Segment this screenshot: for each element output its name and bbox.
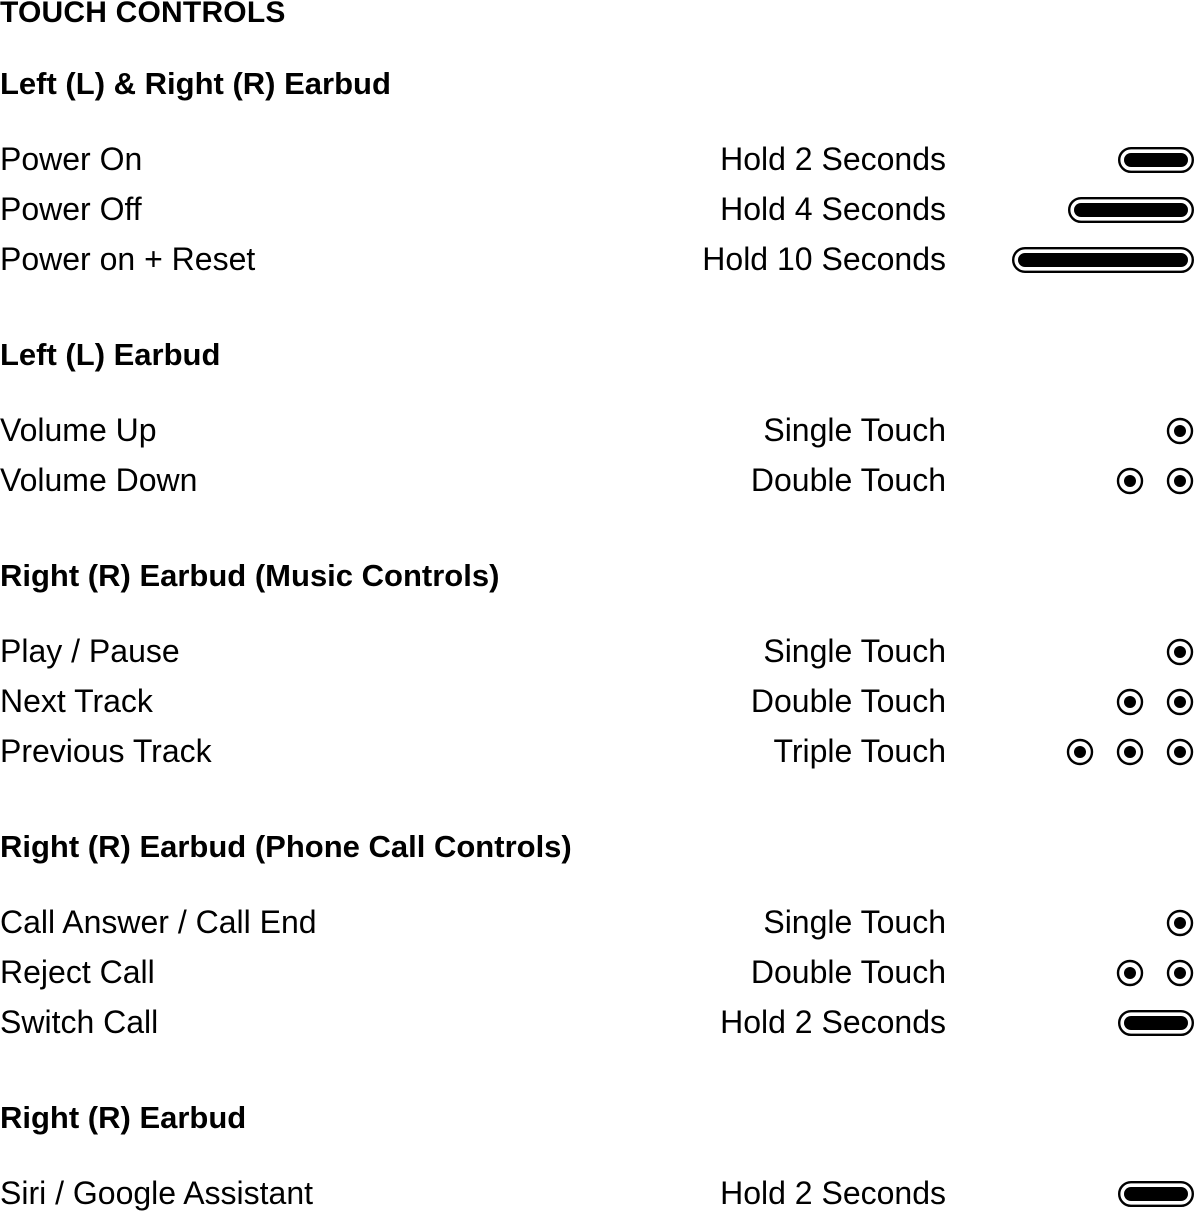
action-label: Power on + Reset: [0, 241, 256, 277]
gesture-label: Double Touch: [750, 683, 946, 719]
touch-dot-icon: [1166, 638, 1194, 666]
touch-dot-icon: [1116, 688, 1144, 716]
gesture-label: Hold 10 Seconds: [702, 241, 946, 277]
touch-dot-icon: [1166, 909, 1194, 937]
hold-bar-icon: [1118, 147, 1194, 173]
gesture-label: Triple Touch: [773, 733, 946, 769]
hold-indicator: [1068, 197, 1194, 223]
control-row-power-reset: [0, 240, 1194, 290]
control-row-voice-assistant: [0, 1174, 1194, 1224]
control-row-switch-call: [0, 1003, 1194, 1053]
action-label: Switch Call: [0, 1004, 159, 1040]
hold-bar-icon: [1068, 197, 1194, 223]
touch-dot-icon: [1066, 738, 1094, 766]
action-label: Volume Down: [0, 462, 198, 498]
control-row-volume-up: [0, 411, 1194, 461]
touch-dot-icon: [1166, 467, 1194, 495]
action-label: Previous Track: [0, 733, 212, 769]
tap-indicator: [1116, 960, 1194, 986]
gesture-label: Double Touch: [750, 462, 946, 498]
touch-dot-icon: [1166, 688, 1194, 716]
tap-indicator: [1116, 468, 1194, 494]
touch-dot-icon: [1166, 738, 1194, 766]
control-row-previous-track: [0, 732, 1194, 782]
hold-indicator: [1012, 247, 1194, 273]
section-heading: Left (L) Earbud: [0, 337, 221, 372]
gesture-label: Hold 2 Seconds: [720, 1175, 946, 1211]
touch-dot-icon: [1116, 738, 1144, 766]
section-heading: Left (L) & Right (R) Earbud: [0, 66, 391, 101]
touch-dot-icon: [1116, 959, 1144, 987]
control-row-power-off: [0, 190, 1194, 240]
control-row-call-answer-end: [0, 903, 1194, 953]
action-label: Reject Call: [0, 954, 155, 990]
control-row-power-on: [0, 140, 1194, 190]
action-label: Power On: [0, 141, 143, 177]
action-label: Call Answer / Call End: [0, 904, 317, 940]
control-row-reject-call: [0, 953, 1194, 1003]
control-row-volume-down: [0, 461, 1194, 511]
touch-dot-icon: [1166, 417, 1194, 445]
hold-indicator: [1118, 1181, 1194, 1207]
hold-bar-icon: [1012, 247, 1194, 273]
tap-indicator: [1116, 689, 1194, 715]
gesture-label: Double Touch: [750, 954, 946, 990]
section-heading: Right (R) Earbud: [0, 1100, 247, 1135]
hold-bar-icon: [1118, 1010, 1194, 1036]
action-label: Siri / Google Assistant: [0, 1175, 314, 1211]
control-row-play-pause: [0, 632, 1194, 682]
tap-indicator: [1166, 418, 1194, 444]
tap-indicator: [1166, 910, 1194, 936]
touch-dot-icon: [1166, 959, 1194, 987]
tap-indicator: [1166, 639, 1194, 665]
gesture-label: Hold 2 Seconds: [720, 1004, 946, 1040]
hold-indicator: [1118, 147, 1194, 173]
touch-dot-icon: [1116, 467, 1144, 495]
action-label: Volume Up: [0, 412, 157, 448]
action-label: Play / Pause: [0, 633, 180, 669]
page-title: TOUCH CONTROLS: [0, 0, 286, 29]
tap-indicator: [1066, 739, 1194, 765]
gesture-label: Hold 4 Seconds: [720, 191, 946, 227]
gesture-label: Single Touch: [763, 633, 946, 669]
hold-bar-icon: [1118, 1181, 1194, 1207]
gesture-label: Single Touch: [763, 412, 946, 448]
gesture-label: Hold 2 Seconds: [720, 141, 946, 177]
gesture-label: Single Touch: [763, 904, 946, 940]
hold-indicator: [1118, 1010, 1194, 1036]
action-label: Power Off: [0, 191, 142, 227]
action-label: Next Track: [0, 683, 153, 719]
section-heading: Right (R) Earbud (Music Controls): [0, 558, 500, 593]
control-row-next-track: [0, 682, 1194, 732]
section-heading: Right (R) Earbud (Phone Call Controls): [0, 829, 572, 864]
